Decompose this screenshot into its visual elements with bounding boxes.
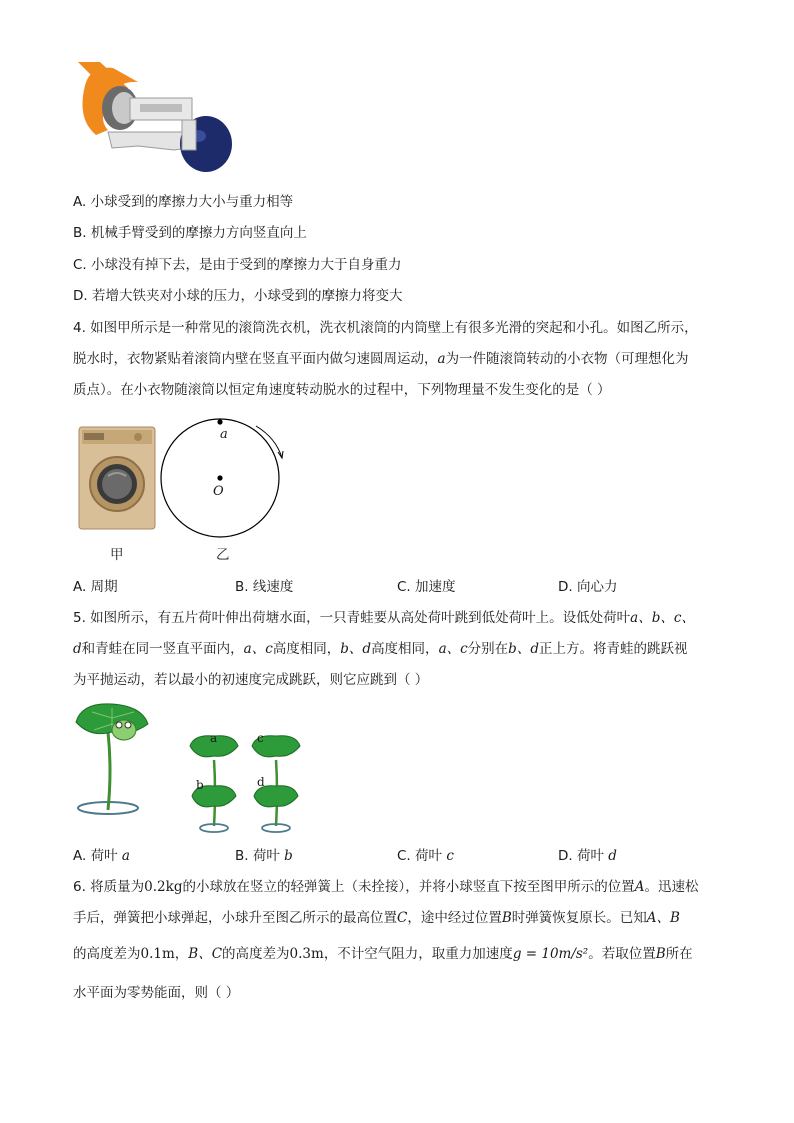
q3-option-a: A. 小球受到的摩擦力大小与重力相等 bbox=[73, 194, 294, 210]
q3-option-c: C. 小球没有掉下去，是由于受到的摩擦力大于自身重力 bbox=[73, 257, 402, 273]
q5-option-d: D. 荷叶 d bbox=[558, 848, 617, 864]
q6-stem-line4: 水平面为零势能面，则（ ） bbox=[73, 985, 240, 1001]
caption-yi: 乙 bbox=[216, 547, 230, 563]
q5-option-a: A. 荷叶 a bbox=[73, 848, 130, 864]
q4-stem-line2: 脱水时，衣物紧贴着滚筒内壁在竖直平面内做匀速圆周运动，a为一件随滚筒转动的小衣物（可理想化为 bbox=[73, 351, 689, 367]
q5-stem-line1: 5. 如图所示，有五片荷叶伸出荷塘水面，一只青蛙要从高处荷叶跳到低处荷叶上。设低处荷叶a、b、c、 bbox=[73, 610, 695, 626]
point-o-label: O bbox=[213, 484, 224, 499]
q4-option-c: C. 加速度 bbox=[397, 579, 456, 595]
q6-stem-line2: 手后，弹簧把小球弹起，小球升至图乙所示的最高位置C，途中经过位置B时弹簧恢复原长。已知A、B bbox=[73, 910, 680, 926]
leaf-label-d: d bbox=[257, 775, 265, 789]
q4-stem-line3: 质点）。在小衣物随滚筒以恒定角速度转动脱水的过程中，下列物理量不发生变化的是（ ） bbox=[73, 382, 611, 398]
q3-option-b: B. 机械手臂受到的摩擦力方向竖直向上 bbox=[73, 225, 307, 241]
q4-stem-line1: 4. 如图甲所示是一种常见的滚筒洗衣机，洗衣机滚筒的内筒壁上有很多光滑的突起和小孔。如图乙所示， bbox=[73, 320, 698, 336]
leaf-label-c: c bbox=[257, 731, 264, 745]
q5-stem-line2: d和青蛙在同一竖直平面内，a、c高度相同，b、d高度相同，a、c分别在b、d正上方。将青蛙的跳跃视 bbox=[73, 641, 688, 657]
caption-jia: 甲 bbox=[110, 547, 124, 563]
q6-stem-line1: 6. 将质量为0.2kg的小球放在竖立的轻弹簧上（未拴接），并将小球竖直下按至图甲所示的位置A。迅速松 bbox=[73, 879, 699, 895]
q5-option-b: B. 荷叶 b bbox=[235, 848, 293, 864]
leaf-label-a: a bbox=[210, 731, 218, 745]
q5-stem-line3: 为平抛运动，若以最小的初速度完成跳跃，则它应跳到（ ） bbox=[73, 672, 429, 688]
q4-option-a: A. 周期 bbox=[73, 579, 118, 595]
robot-arm-figure bbox=[78, 60, 238, 175]
q4-option-d: D. 向心力 bbox=[558, 579, 618, 595]
q5-option-c: C. 荷叶 c bbox=[397, 848, 454, 864]
frog-lilypad-figure bbox=[72, 700, 164, 834]
q6-stem-line3: 的高度差为0.1m，B、C的高度差为0.3m，不计空气阻力，取重力加速度g = 10m/s²。若取位置B所在 bbox=[73, 946, 693, 962]
washing-machine-figure bbox=[78, 426, 156, 530]
point-a-label: a bbox=[220, 427, 228, 442]
leaf-label-b: b bbox=[196, 778, 204, 792]
q3-option-d: D. 若增大铁夹对小球的压力，小球受到的摩擦力将变大 bbox=[73, 288, 403, 304]
q4-option-b: B. 线速度 bbox=[235, 579, 294, 595]
